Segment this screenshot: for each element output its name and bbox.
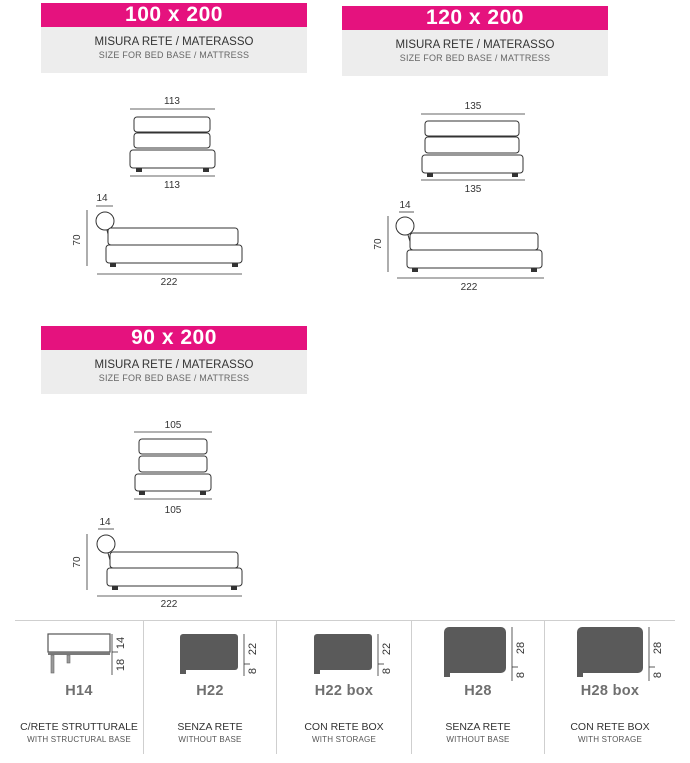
variant-sublabel: WITH STRUCTURAL BASE — [27, 735, 131, 744]
size-subtitle-en: SIZE FOR BED BASE / MATTRESS — [98, 373, 250, 383]
variant-h22 — [144, 621, 276, 754]
variant-label: CON RETE BOX — [304, 721, 384, 733]
size-subtitle-en: SIZE FOR BED BASE / MATTRESS — [98, 50, 250, 60]
side-length-label: 222 — [160, 599, 178, 610]
variant-sublabel: WITHOUT BASE — [178, 735, 242, 744]
dimension-top-label: 22 — [247, 642, 259, 656]
variant-sublabel: WITHOUT BASE — [446, 735, 510, 744]
size-title: 120 x 200 — [342, 6, 608, 30]
side-view-90x200 — [72, 512, 252, 612]
dimension-top-label: 28 — [515, 641, 527, 655]
side-view-120x200 — [372, 194, 552, 294]
dimension-bottom-label: 18 — [115, 658, 127, 672]
front-width-top-label: 113 — [164, 96, 180, 107]
size-subtitle: MISURA RETE / MATERASSO — [94, 36, 254, 48]
size-block-120x200 — [342, 6, 608, 76]
storage-tall-profile-icon — [545, 621, 675, 681]
side-height-label: 70 — [72, 556, 83, 568]
dimension-top-label: 22 — [381, 642, 393, 656]
side-length-label: 222 — [460, 282, 478, 293]
side-height-label: 70 — [373, 238, 384, 250]
variant-sublabel: WITH STORAGE — [311, 735, 377, 744]
variant-h28 — [412, 621, 544, 754]
side-view-100x200 — [72, 190, 252, 290]
size-subtitle-en: SIZE FOR BED BASE / MATTRESS — [399, 53, 551, 63]
no-base-tall-profile-icon — [412, 621, 544, 681]
dimension-top-label: 14 — [115, 636, 127, 650]
size-subtitle-panel — [41, 27, 307, 73]
variant-code: H14 — [65, 683, 93, 699]
structural-base-profile-icon — [15, 621, 143, 681]
dimension-bottom-label: 8 — [652, 671, 664, 679]
variant-code: H22 — [196, 683, 224, 699]
front-width-bottom-label: 105 — [164, 505, 182, 516]
variant-label: C/RETE STRUTTURALE — [20, 721, 138, 733]
front-view-120x200 — [413, 98, 533, 198]
size-subtitle-panel — [342, 30, 608, 76]
front-width-bottom-label: 113 — [164, 180, 180, 191]
dimension-bottom-label: 8 — [247, 667, 259, 675]
dimension-bottom-label: 8 — [381, 667, 393, 675]
variant-h28-box — [545, 621, 675, 754]
variant-code: H22 box — [314, 683, 374, 699]
front-view-100x200 — [120, 92, 230, 192]
size-subtitle: MISURA RETE / MATERASSO — [94, 359, 254, 371]
variant-code: H28 box — [580, 683, 640, 699]
size-title: 100 x 200 — [41, 3, 307, 27]
variant-label: CON RETE BOX — [570, 721, 650, 733]
variants-strip — [15, 620, 675, 754]
front-width-top-label: 135 — [464, 101, 482, 112]
dimension-bottom-label: 8 — [515, 671, 527, 679]
headboard-depth-label: 14 — [99, 517, 111, 528]
headboard-depth-label: 14 — [96, 193, 108, 204]
variant-sublabel: WITH STORAGE — [577, 735, 643, 744]
size-subtitle-panel — [41, 350, 307, 394]
variant-label: SENZA RETE — [177, 721, 243, 733]
side-length-label: 222 — [160, 277, 178, 288]
size-block-90x200 — [41, 326, 307, 394]
headboard-depth-label: 14 — [399, 200, 411, 211]
dimension-top-label: 28 — [652, 641, 664, 655]
front-view-90x200 — [126, 416, 226, 518]
variant-label: SENZA RETE — [445, 721, 511, 733]
size-title: 90 x 200 — [41, 326, 307, 350]
size-subtitle: MISURA RETE / MATERASSO — [395, 39, 555, 51]
variant-h14 — [15, 621, 143, 754]
variant-code: H28 — [464, 683, 492, 699]
storage-base-profile-icon — [277, 621, 411, 681]
front-width-bottom-label: 135 — [464, 184, 482, 195]
variant-h22-box — [277, 621, 411, 754]
side-height-label: 70 — [72, 234, 83, 246]
size-block-100x200 — [41, 3, 307, 73]
no-base-profile-icon — [144, 621, 276, 681]
front-width-top-label: 105 — [164, 420, 182, 431]
